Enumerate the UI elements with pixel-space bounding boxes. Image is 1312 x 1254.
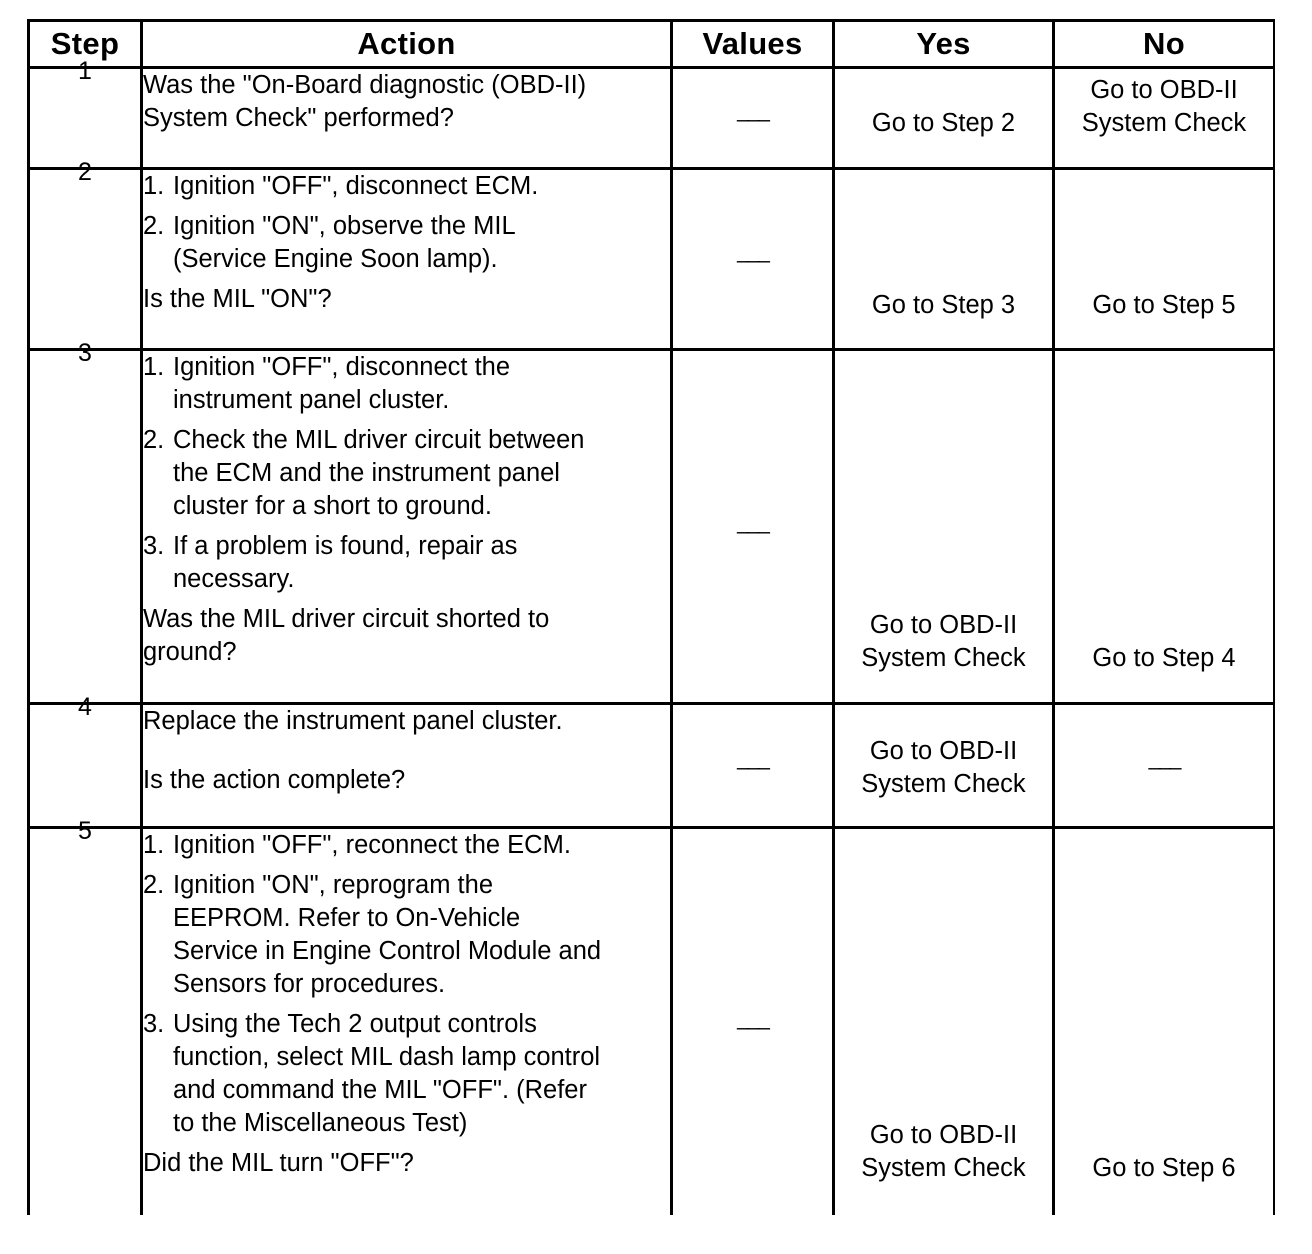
item-number: 3. bbox=[143, 1010, 165, 1038]
values-cell bbox=[672, 68, 834, 169]
step-number: 1 bbox=[78, 57, 92, 85]
no-link[interactable]: Go to Step 4 bbox=[1092, 644, 1236, 672]
header-yes: Yes bbox=[834, 21, 1054, 68]
item-number: 1. bbox=[143, 831, 165, 859]
step-number: 3 bbox=[78, 339, 92, 367]
step-number: 5 bbox=[78, 817, 92, 845]
yes-link[interactable]: System Check bbox=[861, 644, 1026, 672]
header-values: Values bbox=[672, 21, 834, 68]
item-number: 3. bbox=[143, 532, 165, 560]
header-row bbox=[29, 21, 1275, 68]
yes-link[interactable]: Go to Step 2 bbox=[871, 109, 1016, 137]
action-cell bbox=[142, 350, 672, 704]
no-dash: ___ bbox=[1148, 745, 1180, 770]
yes-link[interactable]: System Check bbox=[861, 1154, 1026, 1182]
no-link[interactable]: Go to OBD-II bbox=[1090, 76, 1238, 104]
question-text: Is the action complete? bbox=[143, 766, 406, 794]
item-number: 2. bbox=[143, 212, 165, 240]
header-no: No bbox=[1054, 21, 1275, 68]
values-cell bbox=[672, 350, 834, 704]
item-number: 1. bbox=[143, 172, 165, 200]
action-item bbox=[143, 424, 670, 523]
yes-cell bbox=[834, 350, 1054, 704]
no-cell bbox=[1054, 828, 1275, 1216]
step-cell bbox=[29, 693, 142, 828]
yes-cell bbox=[834, 828, 1054, 1216]
yes-cell bbox=[834, 704, 1054, 828]
item-number: 1. bbox=[143, 353, 165, 381]
action-cell bbox=[142, 828, 672, 1216]
item-text: Ignition "OFF", disconnect the bbox=[173, 353, 511, 381]
table-row bbox=[29, 169, 1275, 350]
item-text: Ignition "OFF", reconnect the ECM. bbox=[173, 831, 571, 859]
action-item bbox=[143, 530, 670, 596]
diagnostic-table-frame bbox=[27, 19, 1275, 1215]
table-row bbox=[29, 68, 1275, 169]
step-number: 2 bbox=[78, 158, 92, 186]
action-item bbox=[143, 829, 670, 862]
yes-link[interactable]: Go to Step 3 bbox=[871, 291, 1016, 319]
yes-cell bbox=[834, 169, 1054, 350]
item-text: Ignition "ON", observe the MIL bbox=[173, 212, 516, 240]
no-link[interactable]: Go to Step 5 bbox=[1092, 291, 1236, 319]
item-text: (Service Engine Soon lamp). bbox=[173, 245, 498, 273]
item-text: Check the MIL driver circuit between bbox=[173, 426, 585, 454]
yes-link[interactable]: System Check bbox=[861, 770, 1026, 798]
values-dash: ___ bbox=[737, 1005, 768, 1030]
item-text: If a problem is found, repair as bbox=[173, 532, 518, 560]
action-cell bbox=[142, 704, 672, 828]
item-text: Ignition "OFF", disconnect ECM. bbox=[173, 172, 539, 200]
item-text: function, select MIL dash lamp control bbox=[173, 1043, 601, 1071]
action-text: Was the "On-Board diagnostic (OBD-II) bbox=[143, 71, 587, 99]
yes-link[interactable]: Go to OBD-II bbox=[869, 1121, 1018, 1149]
item-text: Service in Engine Control Module and bbox=[173, 937, 602, 965]
no-cell bbox=[1054, 350, 1275, 704]
step-cell bbox=[29, 339, 142, 704]
item-text: instrument panel cluster. bbox=[173, 386, 450, 414]
table-row bbox=[29, 828, 1275, 1216]
action-item bbox=[143, 1008, 670, 1140]
action-text: Replace the instrument panel cluster. bbox=[143, 707, 563, 735]
table-row bbox=[29, 704, 1275, 828]
item-number: 2. bbox=[143, 871, 165, 899]
values-cell bbox=[672, 828, 834, 1216]
action-text: System Check" performed? bbox=[143, 104, 454, 132]
item-text: necessary. bbox=[173, 565, 295, 593]
question-text: Is the MIL "ON"? bbox=[143, 285, 332, 313]
item-text: Sensors for procedures. bbox=[173, 970, 446, 998]
item-text: and command the MIL "OFF". (Refer bbox=[173, 1076, 587, 1104]
item-text: to the Miscellaneous Test) bbox=[173, 1109, 468, 1137]
question-text: Did the MIL turn "OFF"? bbox=[143, 1149, 414, 1177]
item-text: Using the Tech 2 output controls bbox=[173, 1010, 537, 1038]
values-cell bbox=[672, 704, 834, 828]
question-text: ground? bbox=[143, 638, 237, 666]
action-cell bbox=[142, 68, 672, 169]
yes-cell bbox=[834, 68, 1054, 169]
values-dash: ___ bbox=[737, 238, 768, 263]
action-question bbox=[143, 283, 670, 316]
no-cell bbox=[1054, 68, 1275, 169]
action-question bbox=[143, 1147, 670, 1180]
action-cell bbox=[142, 169, 672, 350]
action-item bbox=[143, 170, 670, 203]
no-cell bbox=[1054, 704, 1275, 828]
action-item bbox=[143, 869, 670, 1001]
item-text: cluster for a short to ground. bbox=[173, 492, 492, 520]
values-dash: ___ bbox=[737, 97, 768, 122]
action-question bbox=[143, 603, 670, 669]
step-cell bbox=[29, 817, 142, 1216]
values-dash: ___ bbox=[737, 509, 768, 534]
table-row bbox=[29, 350, 1275, 704]
step-cell bbox=[29, 57, 142, 169]
step-number: 4 bbox=[78, 693, 92, 721]
yes-link[interactable]: Go to OBD-II bbox=[869, 611, 1018, 639]
no-link[interactable]: System Check bbox=[1081, 109, 1247, 137]
no-link[interactable]: Go to Step 6 bbox=[1092, 1154, 1236, 1182]
no-cell bbox=[1054, 169, 1275, 350]
step-cell bbox=[29, 158, 142, 350]
item-text: the ECM and the instrument panel bbox=[173, 459, 560, 487]
action-item bbox=[143, 210, 670, 276]
yes-link[interactable]: Go to OBD-II bbox=[869, 737, 1018, 765]
values-dash: ___ bbox=[737, 745, 768, 770]
action-item bbox=[143, 351, 670, 417]
item-text: Ignition "ON", reprogram the bbox=[173, 871, 493, 899]
header-step: Step bbox=[29, 21, 142, 68]
header-action: Action bbox=[142, 21, 672, 68]
item-text: EEPROM. Refer to On-Vehicle bbox=[173, 904, 521, 932]
diagnostic-table bbox=[27, 19, 1275, 1215]
question-text: Was the MIL driver circuit shorted to bbox=[143, 605, 550, 633]
values-cell bbox=[672, 169, 834, 350]
item-number: 2. bbox=[143, 426, 165, 454]
